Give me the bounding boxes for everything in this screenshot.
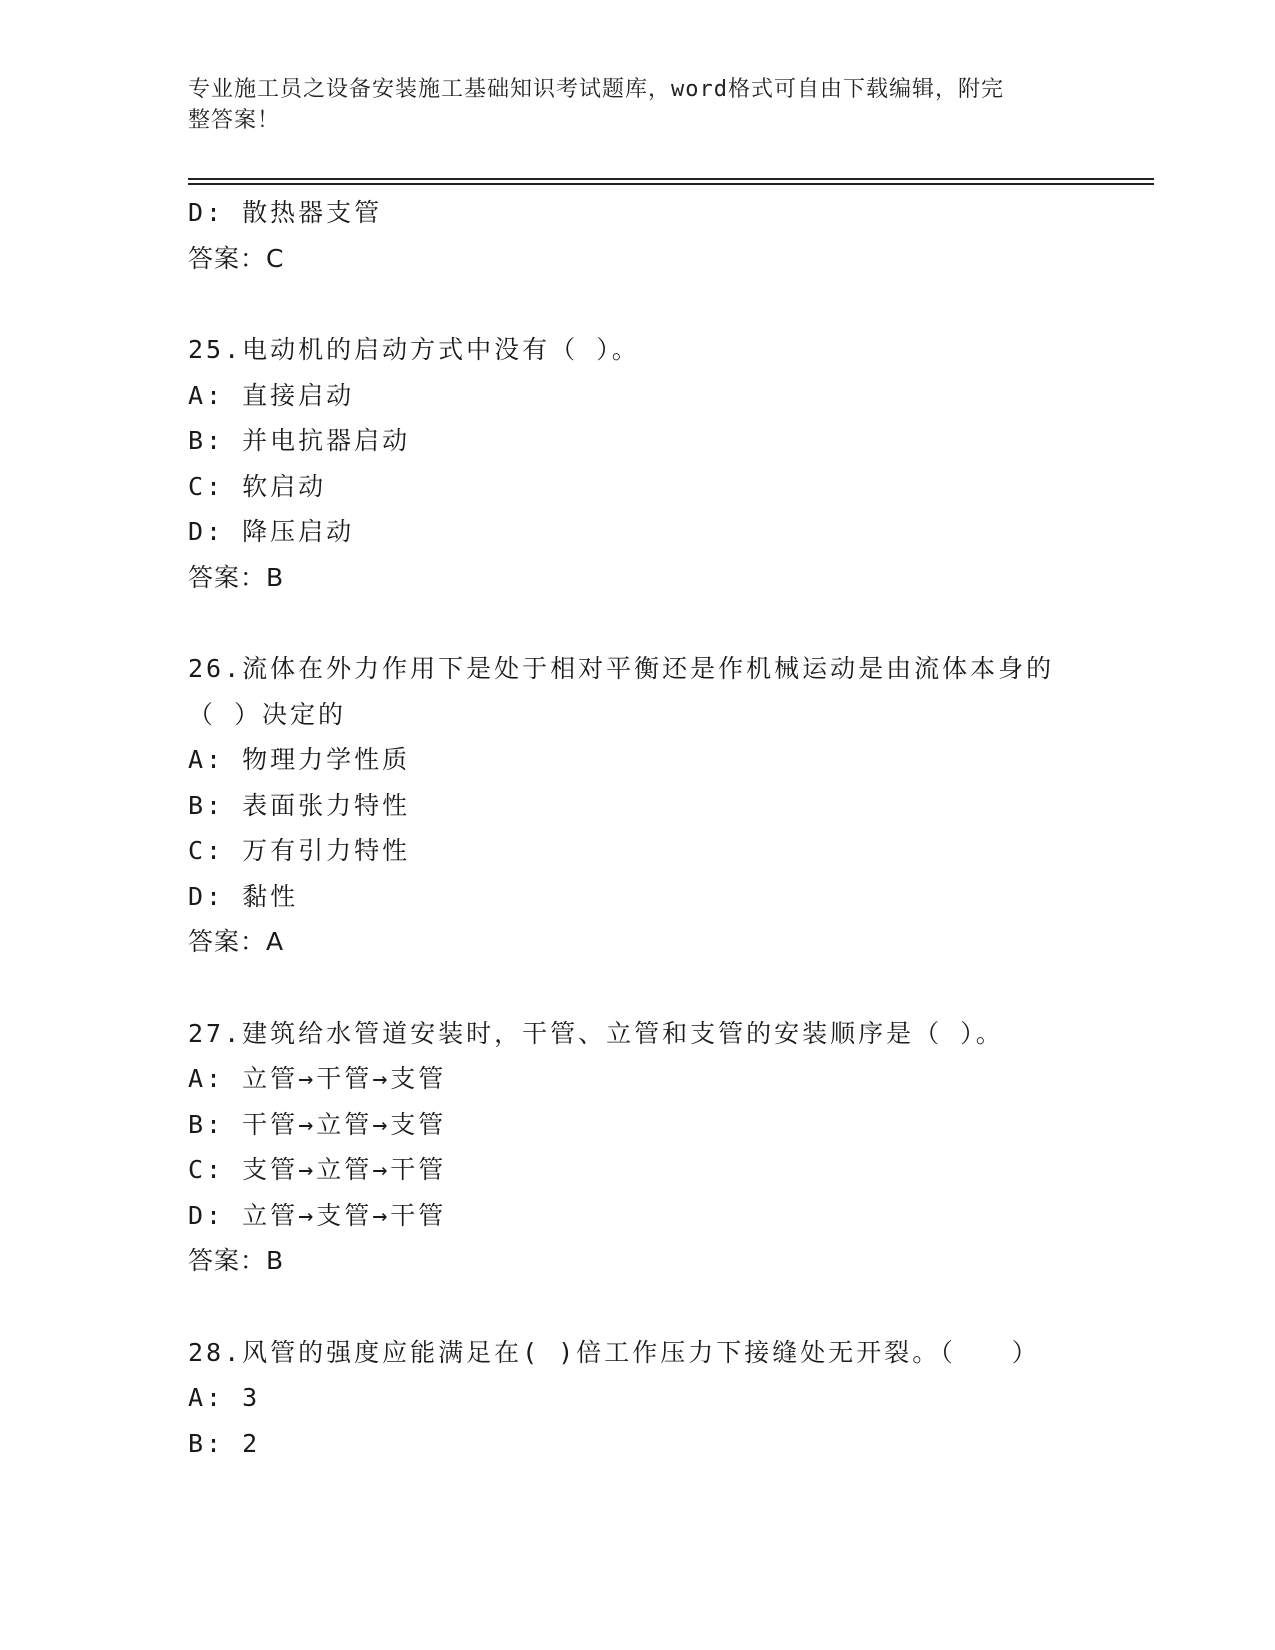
option-b: B: 干管→立管→支管 <box>188 1109 447 1139</box>
question-28 <box>188 1330 1088 1467</box>
question-25 <box>188 327 1088 600</box>
option-d: D: 散热器支管 <box>188 198 383 227</box>
option-b: B: 2 <box>188 1428 261 1458</box>
question-stem: 28.风管的强度应能满足在( )倍工作压力下接缝处无开裂。（ ） <box>188 1337 1040 1367</box>
question-27 <box>188 1011 1088 1284</box>
header-line-1: 专业施工员之设备安装施工基础知识考试题库，word格式可自由下载编辑，附完 <box>188 77 1004 102</box>
option-b: B: 并电抗器启动 <box>188 426 411 455</box>
option-a: A: 物理力学性质 <box>188 745 411 774</box>
option-b: B: 表面张力特性 <box>188 790 411 820</box>
option-c: C: 万有引力特性 <box>188 836 411 865</box>
option-d: D: 立管→支管→干管 <box>188 1200 447 1230</box>
option-d: D: 黏性 <box>188 881 299 911</box>
option-d: D: 降压启动 <box>188 517 355 546</box>
question-stem-line-1: 26.流体在外力作用下是处于相对平衡还是作机械运动是由流体本身的 <box>188 654 1055 683</box>
document-header <box>188 74 1068 136</box>
header-divider-bottom <box>188 183 1154 185</box>
answer: 答案：B <box>188 1246 285 1275</box>
question-stem: 27.建筑给水管道安装时，干管、立管和支管的安装顺序是（ ）。 <box>188 1018 1004 1048</box>
answer: 答案：B <box>188 562 285 592</box>
question-stem-line-2: （ ）决定的 <box>188 699 347 729</box>
option-a: A: 3 <box>188 1383 261 1412</box>
question-26 <box>188 646 1088 965</box>
question-stem: 25.电动机的启动方式中没有（ ）。 <box>188 335 640 364</box>
option-c: C: 软启动 <box>188 471 327 501</box>
option-a: A: 直接启动 <box>188 380 355 410</box>
header-line-2: 整答案！ <box>188 108 281 133</box>
answer: 答案：A <box>188 927 285 956</box>
document-body <box>188 190 1088 1466</box>
option-a: A: 立管→干管→支管 <box>188 1064 447 1093</box>
answer: 答案：C <box>188 243 285 273</box>
header-divider-top <box>188 178 1154 180</box>
option-c: C: 支管→立管→干管 <box>188 1155 447 1184</box>
